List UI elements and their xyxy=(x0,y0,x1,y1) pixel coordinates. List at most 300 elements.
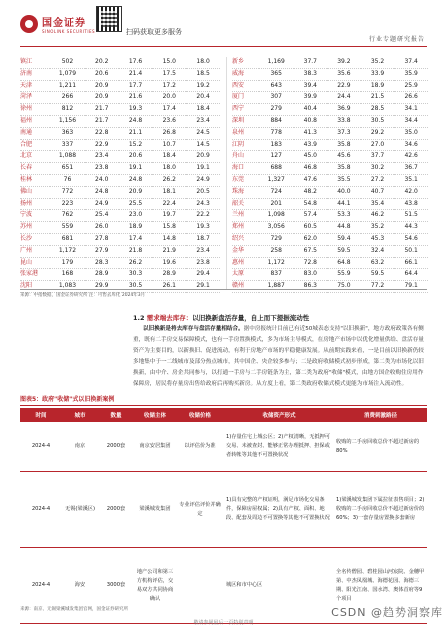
value-cell: 41.3 xyxy=(303,128,317,136)
table-row xyxy=(232,233,428,245)
value-cell: 29.9 xyxy=(95,282,109,290)
value-cell: 1,172 xyxy=(267,258,285,266)
value-cell: 643 xyxy=(270,81,282,89)
value-cell: 53.3 xyxy=(337,211,351,219)
value-cell: 127 xyxy=(270,152,282,160)
value-cell: 18.7 xyxy=(196,234,210,242)
table-row xyxy=(20,174,220,186)
header-cell: 数量 xyxy=(110,413,122,419)
value-cell: 43.8 xyxy=(404,199,418,207)
value-cell: 22.2 xyxy=(196,211,210,219)
value-cell: 30.3 xyxy=(128,270,143,278)
value-cell: 35.0 xyxy=(404,128,418,136)
value-cell: 24.0 xyxy=(95,175,109,183)
table-row xyxy=(20,233,220,245)
value-cell: 60.5 xyxy=(303,223,317,231)
case-cell: 收购的二手房回收总价不超过新房的80% xyxy=(336,438,420,454)
table-row xyxy=(232,57,428,68)
city-cell: 佛山 xyxy=(20,187,33,195)
para-lead: 以旧换新是将去库存与盘活存量相结合。 xyxy=(143,326,244,332)
value-cell: 27.2 xyxy=(370,175,385,183)
value-cell: 772 xyxy=(61,187,74,195)
case-cell: 2000套 xyxy=(106,506,126,512)
value-cell: 33.9 xyxy=(370,69,385,77)
table-row xyxy=(232,127,428,139)
value-cell: 17.2 xyxy=(162,81,176,89)
city-cell: 绍兴 xyxy=(232,234,245,242)
table-row xyxy=(232,269,428,281)
value-cell: 24.9 xyxy=(196,175,210,183)
value-cell: 15.0 xyxy=(162,58,176,65)
value-cell: 20.9 xyxy=(196,152,210,160)
city-cell: 苏州 xyxy=(20,223,33,231)
value-cell: 26.6 xyxy=(404,93,418,101)
value-cell: 25.9 xyxy=(404,81,418,89)
value-cell: 83.0 xyxy=(303,270,317,278)
city-cell: 桂林 xyxy=(20,175,33,183)
value-cell: 34.4 xyxy=(404,116,418,124)
value-cell: 20.6 xyxy=(128,152,143,160)
value-cell: 24.9 xyxy=(95,199,109,207)
table-row xyxy=(232,222,428,234)
figure-source: 来源：南京、无锡梁溪城发集团官网，国金证券研究所 xyxy=(20,607,128,612)
value-cell: 35.9 xyxy=(404,69,418,77)
city-cell: 合肥 xyxy=(20,140,33,148)
value-cell: 39.4 xyxy=(303,81,317,89)
value-cell: 24.4 xyxy=(337,93,351,101)
case-cell: 1)梁溪城发集团下属拉征表售项目；2)收购的二手房回收总价不超过新房价的60%；3)一套存量房置换多套新房 xyxy=(336,497,425,521)
city-cell: 长春 xyxy=(20,164,33,172)
value-cell: 17.7 xyxy=(128,81,143,89)
city-cell: 江阴 xyxy=(232,140,245,148)
value-cell: 29.1 xyxy=(196,282,210,290)
case-cell: 南京安居集团 xyxy=(139,443,171,449)
value-cell: 19.3 xyxy=(128,105,143,113)
value-cell: 37.4 xyxy=(404,58,418,65)
value-cell: 18.4 xyxy=(196,105,210,113)
case-cell: 南京 xyxy=(74,443,86,449)
value-cell: 79.1 xyxy=(404,282,418,290)
value-cell: 42.0 xyxy=(404,187,418,195)
footer-disclaimer: 敬请参阅最后一页特别声明 xyxy=(193,620,254,626)
value-cell: 37.7 xyxy=(303,58,317,65)
value-cell: 37.7 xyxy=(370,152,385,160)
value-cell: 35.6 xyxy=(337,69,351,77)
scan-text: 扫码获取更多服务 xyxy=(126,28,182,36)
logo-cn: 国金证券 xyxy=(42,18,86,29)
city-cell: 西宁 xyxy=(232,105,245,113)
value-cell: 64.4 xyxy=(404,270,418,278)
table-row xyxy=(232,198,428,210)
header-cell: 收储资产形式 xyxy=(262,413,296,419)
value-cell: 29.2 xyxy=(370,128,385,136)
table-row xyxy=(20,222,220,234)
city-cell: 张家港 xyxy=(20,270,39,278)
table-row xyxy=(20,68,220,80)
value-cell: 20.5 xyxy=(196,187,210,195)
value-cell: 19.6 xyxy=(162,258,176,266)
value-cell: 28.3 xyxy=(95,258,109,266)
value-cell: 30.5 xyxy=(370,116,385,124)
city-cell: 宁波 xyxy=(20,211,33,219)
value-cell: 25.4 xyxy=(95,211,109,219)
table-row xyxy=(232,92,428,104)
value-cell: 502 xyxy=(61,58,74,65)
value-cell: 258 xyxy=(270,246,282,254)
table-row xyxy=(20,186,220,198)
city-cell: 南通 xyxy=(20,128,33,136)
value-cell: 22.8 xyxy=(95,128,109,136)
value-cell: 40.0 xyxy=(337,187,351,195)
city-cell: 威海 xyxy=(232,69,245,77)
value-cell: 22.4 xyxy=(162,199,176,207)
value-cell: 24.8 xyxy=(128,116,143,124)
value-cell: 20.4 xyxy=(196,93,210,101)
case-cell: 以评估价为准 xyxy=(184,443,216,449)
value-cell: 1,156 xyxy=(58,116,77,124)
value-cell: 3,056 xyxy=(267,223,285,231)
value-cell: 44.1 xyxy=(337,199,351,207)
value-cell: 26.2 xyxy=(128,258,143,266)
report-type: 行业专题研究报告 xyxy=(368,36,425,43)
value-cell: 32.4 xyxy=(370,246,385,254)
value-cell: 34.6 xyxy=(404,140,418,148)
value-cell: 24.3 xyxy=(196,199,210,207)
table-row xyxy=(20,151,220,163)
value-cell: 1,083 xyxy=(58,282,77,290)
table-row xyxy=(20,104,220,116)
value-cell: 35.1 xyxy=(404,175,418,183)
city-cell: 西安 xyxy=(232,81,245,89)
case-cell: 专业评估评价并确定 xyxy=(179,501,221,517)
table-row xyxy=(232,151,428,163)
value-cell: 35.2 xyxy=(370,223,385,231)
value-cell: 279 xyxy=(270,105,282,113)
para-body: 据中房报统计目前已有近50城表态支持"以旧换新"，地方政府政策各有侧重，既有二手房交易保障模式，也有一手房置换模式，多为市场主导模式，在房地产市场中以优化增量供给、盘活存量资产为主要目的，以新换旧、促进流动，有利于房地产市场的平稳健康发展。从前期实践来看，一是目前以旧换新仍较多地集中于一二线城市及部分热点城市，其中国企、央企较多参与；二是政府收储模式初步形成，第二类为市场化以旧换新，由中介、房企共同参与，以打通一手房与二手房链条为主，第二类为政府"收储"模式，由地方国企收购住房用作保障房，居民将存量房出售给政府后再购买新房。从方度上看，第二类政府收储式模式更能为市场注入流动性。 xyxy=(133,326,424,387)
value-cell: 39.9 xyxy=(303,93,317,101)
value-cell: 37.3 xyxy=(337,128,351,136)
value-cell: 17.4 xyxy=(162,105,176,113)
value-cell: 40.8 xyxy=(303,116,317,124)
value-cell: 48.2 xyxy=(303,187,317,195)
value-cell: 837 xyxy=(270,270,282,278)
value-cell: 64.8 xyxy=(337,258,351,266)
table-row xyxy=(20,281,220,293)
value-cell: 1,211 xyxy=(58,81,77,89)
case-cell: 梁溪城发集团 xyxy=(139,506,171,512)
table-row xyxy=(232,245,428,257)
value-cell: 1,169 xyxy=(267,58,285,65)
value-cell: 35.8 xyxy=(337,140,351,148)
table-row xyxy=(232,139,428,151)
table-row xyxy=(20,163,220,175)
city-cell: 兰州 xyxy=(232,211,245,219)
section-title-rest: 以旧换新盘活存量，自上而下提振流动性 xyxy=(192,314,310,322)
table-row xyxy=(20,57,220,68)
case-row xyxy=(20,472,427,548)
case-cell: 3000套 xyxy=(106,582,126,588)
value-cell: 19.1 xyxy=(196,164,210,172)
value-cell: 35.4 xyxy=(370,199,385,207)
value-cell: 72.8 xyxy=(303,258,317,266)
value-cell: 21.7 xyxy=(95,105,109,113)
value-cell: 19.3 xyxy=(196,223,210,231)
city-cell: 珠海 xyxy=(232,187,245,195)
logo-en: SINOLINK SECURITIES xyxy=(42,29,96,34)
city-cell: 北京 xyxy=(20,152,33,160)
value-cell: 28.9 xyxy=(95,270,109,278)
table-row xyxy=(20,257,220,269)
value-cell: 15.2 xyxy=(128,140,143,148)
value-cell: 1,327 xyxy=(267,175,285,183)
value-cell: 14.5 xyxy=(196,140,210,148)
table-row xyxy=(20,245,220,257)
table-divider xyxy=(226,57,227,289)
city-cell: 泉州 xyxy=(232,128,245,136)
value-cell: 44.3 xyxy=(404,223,418,231)
value-cell: 47.6 xyxy=(303,175,317,183)
value-cell: 729 xyxy=(270,234,282,242)
value-cell: 19.2 xyxy=(196,81,210,89)
value-cell: 18.9 xyxy=(370,81,385,89)
value-cell: 168 xyxy=(61,270,74,278)
header-cell: 收储价格 xyxy=(188,413,211,419)
value-cell: 86.3 xyxy=(303,282,317,290)
value-cell: 18.0 xyxy=(196,58,210,65)
figure-title: 图表5：政府"收储"式以旧换新案例 xyxy=(20,394,427,406)
value-cell: 26.0 xyxy=(95,223,109,231)
value-cell: 77.2 xyxy=(370,282,385,290)
value-cell: 19.1 xyxy=(128,164,143,172)
city-cell: 昆山 xyxy=(20,258,33,266)
value-cell: 44.8 xyxy=(337,223,351,231)
value-cell: 337 xyxy=(61,140,74,148)
city-cell: 韶关 xyxy=(232,199,245,207)
value-cell: 21.1 xyxy=(128,128,143,136)
value-cell: 20.9 xyxy=(95,93,109,101)
value-cell: 15.8 xyxy=(162,223,176,231)
value-cell: 24.8 xyxy=(95,187,109,195)
city-cell: 菏泽 xyxy=(20,93,33,101)
table-row xyxy=(232,80,428,92)
value-cell: 266 xyxy=(61,93,74,101)
value-cell: 20.9 xyxy=(95,81,109,89)
value-cell: 18.1 xyxy=(162,187,176,195)
case-cell: 1)具有完整的产权证明，满足市场化交易条件，保障房屋权属；2)具有产权、面积、地段、配套及周边不可置换等其他不可置换状况 xyxy=(226,497,330,521)
value-cell: 34.1 xyxy=(404,105,418,113)
value-cell: 724 xyxy=(270,187,282,195)
inventory-table-right xyxy=(232,57,428,293)
value-cell: 28.9 xyxy=(162,270,176,278)
value-cell: 42.6 xyxy=(404,152,418,160)
value-cell: 35.2 xyxy=(370,58,385,65)
value-cell: 23.4 xyxy=(196,116,210,124)
value-cell: 54.8 xyxy=(303,199,317,207)
city-cell: 郑州 xyxy=(232,223,245,231)
value-cell: 63.2 xyxy=(370,258,385,266)
value-cell: 20.2 xyxy=(95,58,109,65)
inventory-table-left xyxy=(20,57,220,293)
section-title xyxy=(133,313,309,322)
city-cell: 东莞 xyxy=(232,175,245,183)
table-row xyxy=(232,210,428,222)
city-cell: 新乡 xyxy=(232,58,245,65)
city-cell: 济南 xyxy=(20,69,33,77)
city-cell: 赣州 xyxy=(232,282,245,290)
city-cell: 太原 xyxy=(232,270,245,278)
table-row xyxy=(20,269,220,281)
value-cell: 21.5 xyxy=(370,93,385,101)
value-cell: 23.6 xyxy=(162,116,176,124)
value-cell: 59.5 xyxy=(370,270,385,278)
value-cell: 688 xyxy=(270,164,282,172)
city-cell: 海口 xyxy=(232,164,245,172)
case-cell: 地产公司和第三方机构评估，交易双方共同协商确认 xyxy=(136,568,174,602)
value-cell: 179 xyxy=(61,258,74,266)
city-cell: 深圳 xyxy=(232,116,245,124)
value-cell: 22.9 xyxy=(337,81,351,89)
table-bottom-rule xyxy=(20,289,427,290)
value-cell: 30.2 xyxy=(370,164,385,172)
value-cell: 23.0 xyxy=(128,211,143,219)
city-cell: 沈阳 xyxy=(20,282,33,290)
value-cell: 24.8 xyxy=(128,175,143,183)
value-cell: 35.5 xyxy=(337,175,351,183)
value-cell: 21.6 xyxy=(128,93,143,101)
table-row xyxy=(232,281,428,293)
city-cell: 广州 xyxy=(20,246,33,254)
table-row xyxy=(232,115,428,127)
table-row xyxy=(232,257,428,269)
value-cell: 27.8 xyxy=(95,234,109,242)
value-cell: 45.6 xyxy=(337,152,351,160)
value-cell: 363 xyxy=(61,128,74,136)
case-cell xyxy=(176,548,224,623)
table-source: 来源：中指数据，国金证券研究所 注：可售去库化 2024年3月 xyxy=(20,293,146,298)
value-cell: 45.0 xyxy=(303,152,317,160)
table-row xyxy=(232,68,428,80)
value-cell: 30.5 xyxy=(128,282,143,290)
value-cell: 21.4 xyxy=(128,69,143,77)
table-row xyxy=(20,210,220,222)
logo xyxy=(20,14,95,34)
case-table xyxy=(20,408,427,624)
value-cell: 559 xyxy=(61,223,74,231)
value-cell: 51.5 xyxy=(404,211,418,219)
value-cell: 10.7 xyxy=(162,140,176,148)
value-cell: 25.5 xyxy=(128,199,143,207)
value-cell: 1,172 xyxy=(58,246,77,254)
value-cell: 812 xyxy=(61,105,74,113)
section-paragraph xyxy=(133,324,427,390)
case-cell: 2024-4 xyxy=(31,582,51,588)
value-cell: 66.1 xyxy=(404,258,418,266)
table-row xyxy=(20,127,220,139)
qr-code-icon[interactable] xyxy=(96,6,122,32)
value-cell: 1,079 xyxy=(58,69,77,77)
table-row xyxy=(20,139,220,151)
header-cell: 城市 xyxy=(74,413,86,419)
value-cell: 26.2 xyxy=(162,175,176,183)
section-title-bold: 需求端去库存： xyxy=(146,314,193,322)
city-cell: 徐州 xyxy=(20,105,33,113)
value-cell: 1,088 xyxy=(58,152,77,160)
case-cell: 城区和市中心区 xyxy=(226,582,263,588)
case-cell: 无锡(梁溪区) xyxy=(65,506,95,512)
value-cell: 20.9 xyxy=(128,187,143,195)
value-cell: 59.4 xyxy=(337,234,351,242)
value-cell: 20.6 xyxy=(95,69,109,77)
value-cell: 14.8 xyxy=(162,234,176,242)
value-cell: 1,887 xyxy=(267,282,285,290)
value-cell: 201 xyxy=(270,199,282,207)
value-cell: 39.2 xyxy=(337,58,351,65)
table-row xyxy=(20,198,220,210)
case-cell: 1)存量住宅上城公区；2)产权清晰，无抵押可交易、未被查封、能够正常办理抵押、担保或者转帐等其他不可置换状况 xyxy=(226,434,331,458)
table-row xyxy=(20,92,220,104)
city-cell: 扬州 xyxy=(20,199,33,207)
watermark: CSDN @趋势洞察库 xyxy=(331,606,443,619)
value-cell: 40.7 xyxy=(370,187,385,195)
value-cell: 27.9 xyxy=(95,246,109,254)
value-cell: 21.7 xyxy=(95,116,109,124)
value-cell: 62.0 xyxy=(303,234,317,242)
city-cell: 惠州 xyxy=(232,258,245,266)
value-cell: 50.1 xyxy=(404,246,418,254)
value-cell: 20.0 xyxy=(162,93,176,101)
case-table-header xyxy=(20,408,427,422)
header-cell: 时间 xyxy=(35,413,47,419)
case-row xyxy=(20,422,427,472)
value-cell: 59.5 xyxy=(337,246,351,254)
value-cell: 681 xyxy=(61,234,74,242)
value-cell: 54.6 xyxy=(404,234,418,242)
value-cell: 29.4 xyxy=(196,270,210,278)
case-cell: 全名传僧园、碧桂园山河宸院、金穗甲第、中杰凤凰城、海德花园、海德三期、阳光江南、国水湾、奥体首府等9个项目 xyxy=(336,568,425,602)
case-cell: 2024-4 xyxy=(31,506,51,512)
city-cell: 天津 xyxy=(20,81,33,89)
value-cell: 36.7 xyxy=(404,164,418,172)
value-cell: 23.4 xyxy=(196,246,210,254)
value-cell: 762 xyxy=(61,211,74,219)
value-cell: 36.9 xyxy=(337,105,351,113)
section-number: 1.2 xyxy=(133,314,145,322)
value-cell: 183 xyxy=(270,140,282,148)
table-row xyxy=(232,163,428,175)
value-cell: 45.3 xyxy=(370,234,385,242)
table-row xyxy=(232,174,428,186)
value-cell: 55.9 xyxy=(337,270,351,278)
case-cell: 海安 xyxy=(74,582,86,588)
value-cell: 46.8 xyxy=(303,164,317,172)
value-cell: 28.5 xyxy=(370,105,385,113)
case-cell: 2000套 xyxy=(106,443,126,449)
value-cell: 76 xyxy=(63,175,72,183)
value-cell: 38.3 xyxy=(303,69,317,77)
table-row xyxy=(232,186,428,198)
value-cell: 40.4 xyxy=(303,105,317,113)
header-cell: 消费刺激路径 xyxy=(363,413,397,419)
value-cell: 18.9 xyxy=(128,223,143,231)
value-cell: 307 xyxy=(270,93,282,101)
value-cell: 18.0 xyxy=(162,164,176,172)
city-cell: 舟山 xyxy=(232,152,245,160)
value-cell: 17.4 xyxy=(128,234,143,242)
value-cell: 46.2 xyxy=(370,211,385,219)
value-cell: 18.5 xyxy=(196,69,210,77)
value-cell: 33.8 xyxy=(337,116,351,124)
value-cell: 651 xyxy=(61,164,74,172)
